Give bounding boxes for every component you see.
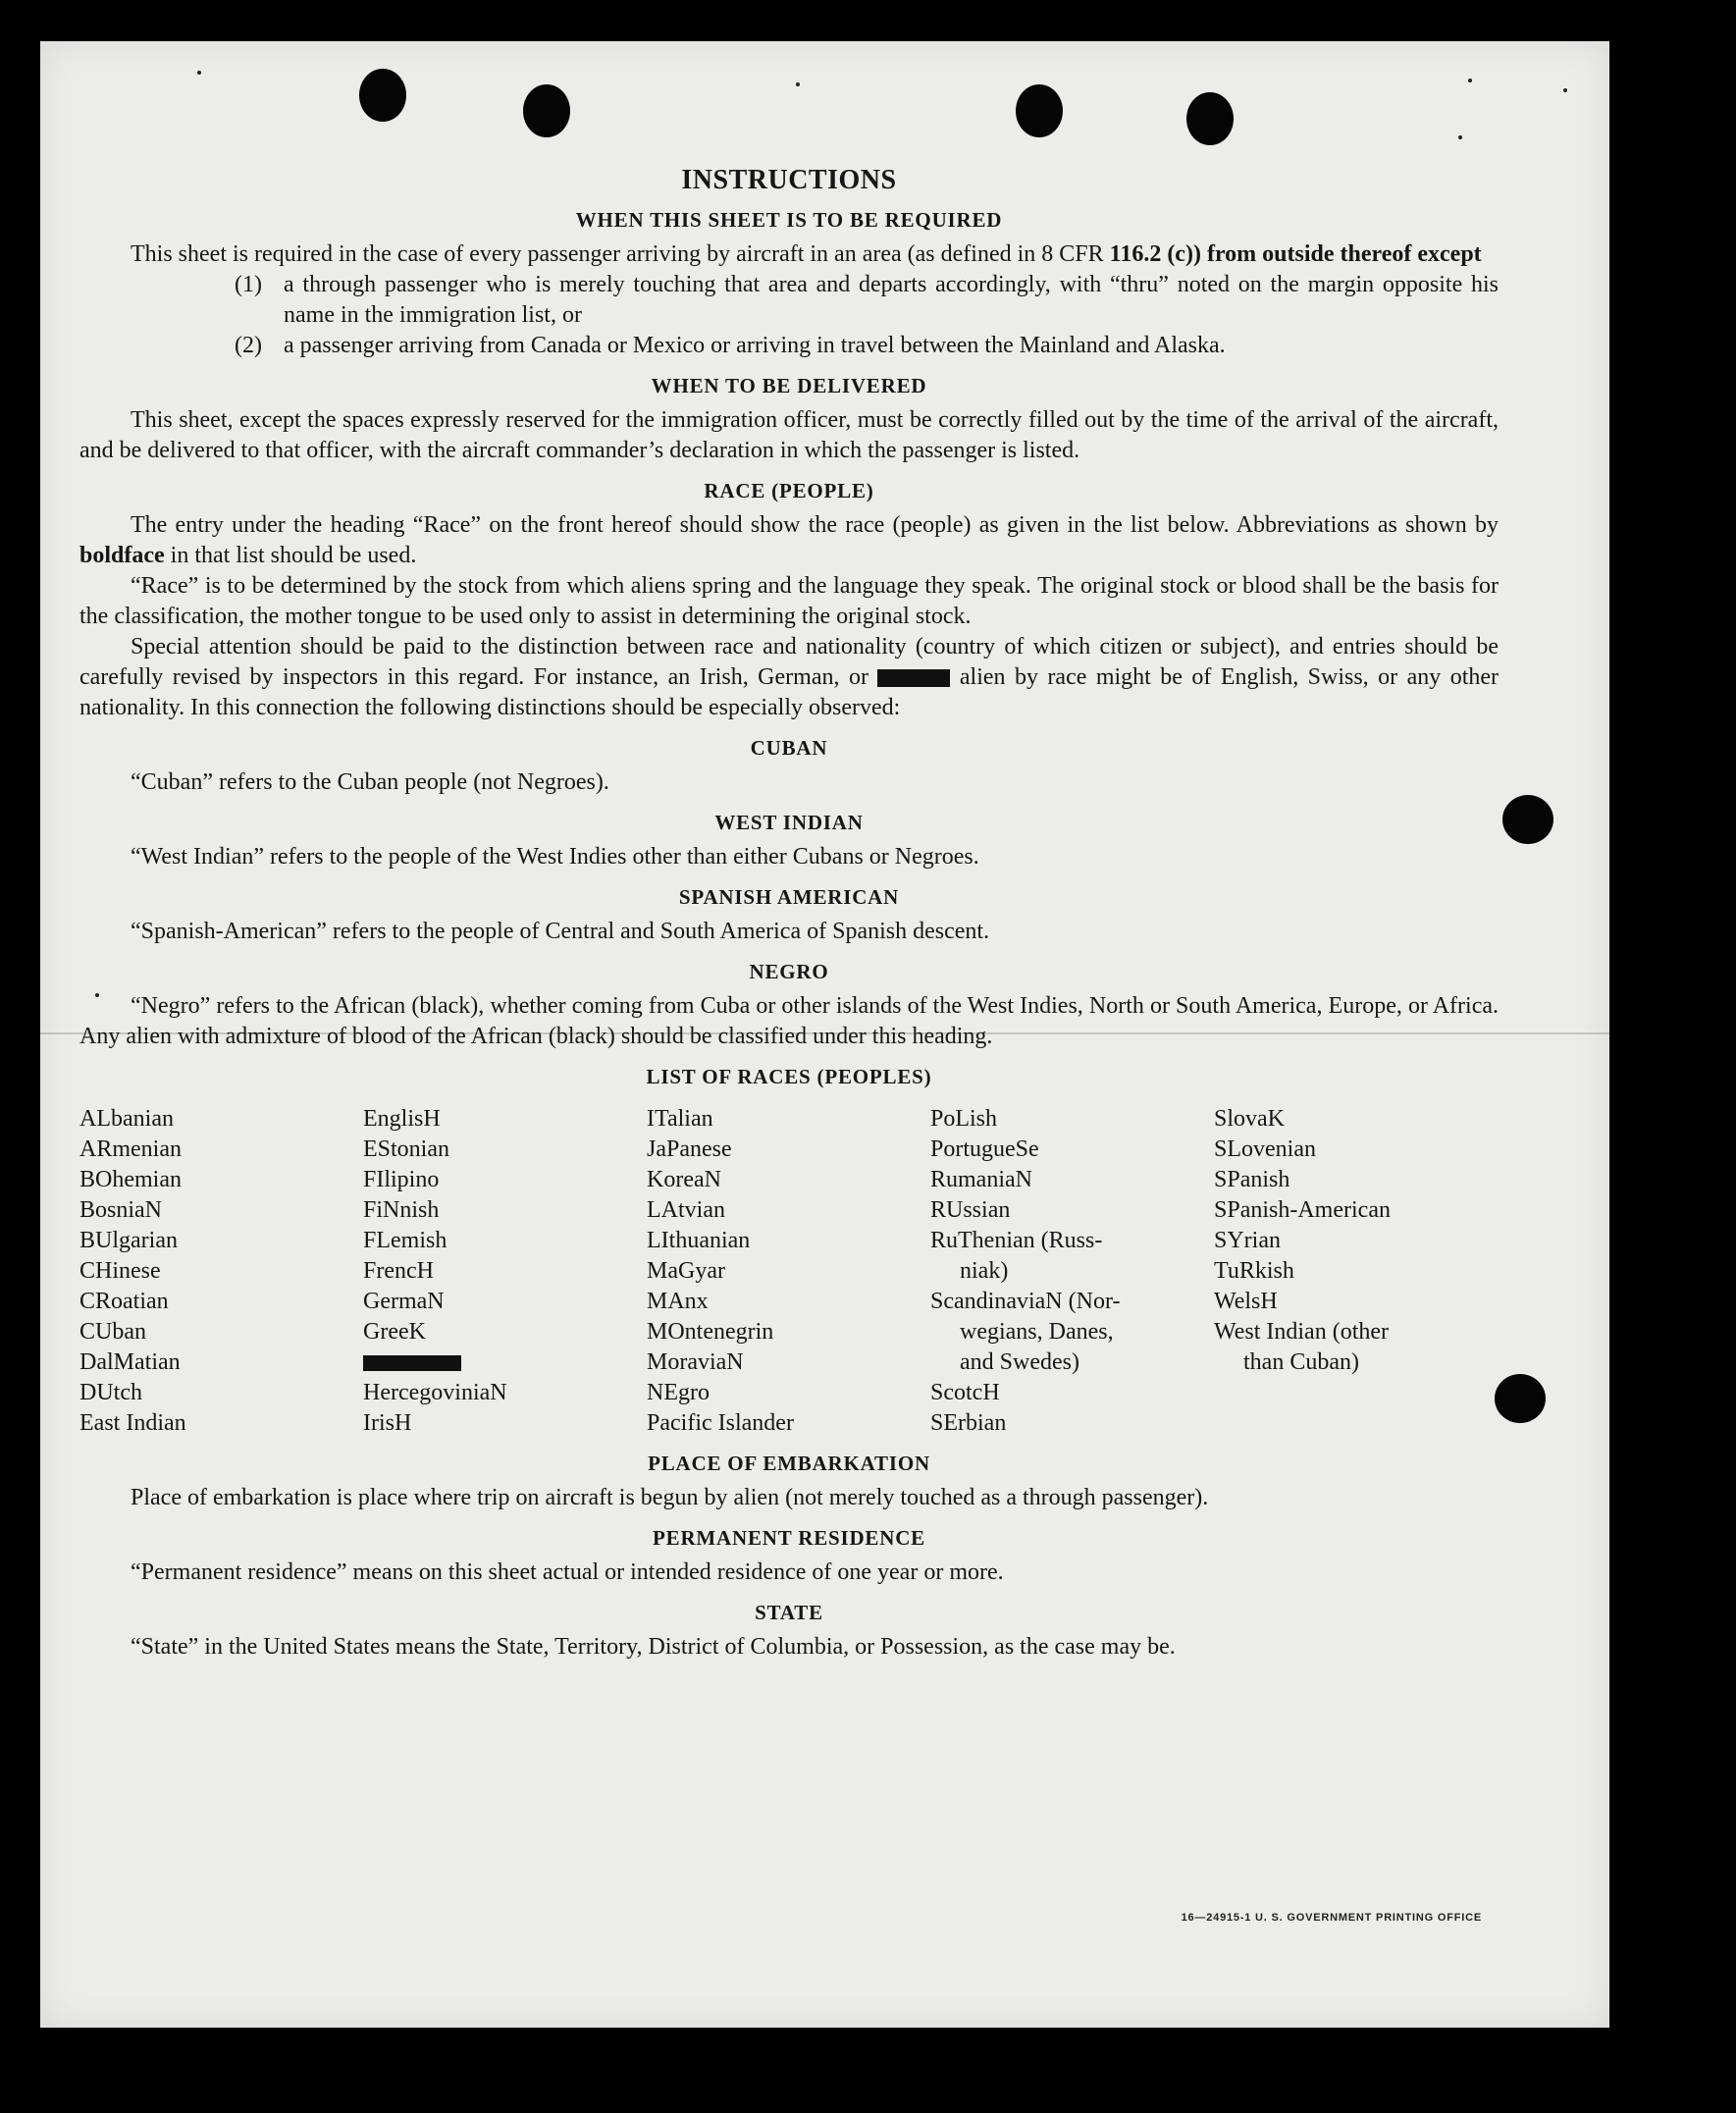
- race-p1-bold: boldface: [79, 543, 165, 568]
- race-entry: HercegoviniaN: [363, 1380, 507, 1405]
- speck: [1468, 79, 1472, 82]
- cuban-text: “Cuban” refers to the Cuban people (not Negroes).: [131, 769, 609, 795]
- heading-state: STATE: [755, 1601, 823, 1624]
- race-entry: LAtvian: [647, 1197, 725, 1223]
- speck: [1563, 88, 1567, 92]
- punch-hole: [1502, 795, 1553, 844]
- state-text: “State” in the United States means the State, Territory, District of Columbia, or Possession, as the case may be.: [131, 1634, 1176, 1660]
- race-entry: FiNnish: [363, 1197, 440, 1223]
- race-entry: ScandinaviaN (Nor-: [930, 1289, 1121, 1314]
- punch-hole: [1186, 92, 1234, 145]
- heading-race: RACE (PEOPLE): [704, 479, 874, 502]
- race-entry: BOhemian: [79, 1167, 182, 1192]
- race-entry: Pacific Islander: [647, 1410, 794, 1436]
- race-paragraph-2: “Race” is to be determined by the stock from which aliens spring and the language they speak. The original stock or blood shall be the basis for the classification, the mother tongue to be used only to assist in determining the original stock.: [79, 573, 1499, 629]
- race-p3-b: alien by race might be of English, Swiss, or any other nationality. In this connection the following distinctions should be especially observed:: [79, 664, 1499, 720]
- race-entry: SlovaK: [1214, 1106, 1285, 1132]
- heading-spanish-american: SPANISH AMERICAN: [678, 885, 900, 909]
- punch-hole: [523, 84, 570, 137]
- race-p1-b: in that list should be used.: [170, 543, 417, 568]
- race-entry: RUssian: [930, 1197, 1011, 1223]
- race-entry: DUtch: [79, 1380, 142, 1405]
- race-entry: CHinese: [79, 1258, 161, 1284]
- race-entry: RuThenian (Russ-: [930, 1228, 1103, 1253]
- race-entry: MOntenegrin: [647, 1319, 774, 1345]
- item-number: (2): [235, 333, 262, 358]
- race-entry: CRoatian: [79, 1289, 169, 1314]
- race-list: [79, 1104, 1499, 1439]
- race-entry: FrencH: [363, 1258, 434, 1284]
- race-entry: EStonian: [363, 1136, 449, 1162]
- race-entry: RumaniaN: [930, 1167, 1032, 1192]
- race-entry: SPanish-American: [1214, 1197, 1391, 1223]
- race-entry: ScotcH: [930, 1380, 1000, 1405]
- race-paragraph-1: [79, 510, 1499, 571]
- race-entry-continued: than Cuban): [1243, 1349, 1359, 1375]
- race-entry: IrisH: [363, 1410, 412, 1436]
- spanish-american-text: “Spanish-American” refers to the people of Central and South America of Spanish descent.: [131, 919, 990, 944]
- required-item-2: [79, 331, 1499, 361]
- heading-cuban: CUBAN: [750, 736, 828, 760]
- race-entry-continued: niak): [960, 1258, 1009, 1284]
- race-entry-continued: wegians, Danes,: [960, 1319, 1114, 1345]
- race-column-5: [1214, 1104, 1499, 1439]
- race-entry: JaPanese: [647, 1136, 732, 1162]
- required-intro-b: 116.2 (c)) from outside thereof: [1109, 241, 1412, 267]
- race-entry: BUlgarian: [79, 1228, 178, 1253]
- speck: [796, 82, 800, 86]
- page-title: INSTRUCTIONS: [681, 165, 897, 195]
- document-sheet: [40, 41, 1609, 2028]
- race-entry: NEgro: [647, 1380, 710, 1405]
- race-entry: WelsH: [1214, 1289, 1278, 1314]
- race-entry: BosniaN: [79, 1197, 162, 1223]
- race-p1-a: The entry under the heading “Race” on the front hereof should show the race (people) as given in the list below. Abbreviations as shown by: [131, 512, 1499, 538]
- required-except: except: [1417, 241, 1482, 267]
- punch-hole: [1016, 84, 1063, 137]
- race-entry: LIthuanian: [647, 1228, 751, 1253]
- race-entry: SErbian: [930, 1410, 1007, 1436]
- race-column-3: [647, 1104, 930, 1439]
- race-entry-continued: and Swedes): [960, 1349, 1079, 1375]
- race-entry: FIlipino: [363, 1167, 440, 1192]
- redaction-mark: [877, 669, 950, 687]
- race-entry: GreeK: [363, 1319, 426, 1345]
- race-entry: EnglisH: [363, 1106, 441, 1132]
- race-column-1: [79, 1104, 363, 1439]
- race-entry: DalMatian: [79, 1349, 181, 1375]
- residence-text: “Permanent residence” means on this sheet actual or intended residence of one year or more.: [131, 1559, 1004, 1585]
- negro-text: “Negro” refers to the African (black), whether coming from Cuba or other islands of the West Indies, North or South America, Europe, or Africa. Any alien with admixture of blood of the African (black) should be classified under this heading.: [79, 993, 1499, 1049]
- race-entry: MoraviaN: [647, 1349, 744, 1375]
- item-text: a passenger arriving from Canada or Mexico or arriving in travel between the Mainland and Alaska.: [284, 333, 1226, 358]
- west-indian-text: “West Indian” refers to the people of the West Indies other than either Cubans or Negroes.: [131, 844, 979, 870]
- item-number: (1): [235, 272, 262, 297]
- race-entry: MAnx: [647, 1289, 709, 1314]
- race-entry: CUban: [79, 1319, 146, 1345]
- race-entry: East Indian: [79, 1410, 186, 1436]
- punch-hole: [359, 69, 406, 122]
- race-entry: FLemish: [363, 1228, 447, 1253]
- race-entry: ALbanian: [79, 1106, 174, 1132]
- embarkation-text: Place of embarkation is place where trip on aircraft is begun by alien (not merely touched as a through passenger).: [131, 1485, 1209, 1510]
- heading-required: WHEN THIS SHEET IS TO BE REQUIRED: [575, 208, 1003, 232]
- race-entry-redacted: [363, 1347, 647, 1378]
- race-entry: TuRkish: [1214, 1258, 1294, 1284]
- heading-west-indian: WEST INDIAN: [714, 811, 864, 834]
- speck: [1458, 135, 1462, 139]
- race-column-2: [363, 1104, 647, 1439]
- punch-hole: [1495, 1374, 1546, 1423]
- instructions-content: [79, 165, 1499, 1663]
- race-entry: MaGyar: [647, 1258, 725, 1284]
- race-entry: KoreaN: [647, 1167, 721, 1192]
- race-p3-a: Special attention should be paid to the distinction between race and nationality (country of which citizen or subject), and entries should be carefully revised by inspectors in this regard. For instance, an Irish, German, or: [79, 634, 1499, 690]
- race-entry: PortugueSe: [930, 1136, 1039, 1162]
- heading-residence: PERMANENT RESIDENCE: [653, 1526, 925, 1550]
- race-entry: SPanish: [1214, 1167, 1290, 1192]
- race-entry: GermaN: [363, 1289, 445, 1314]
- heading-embarkation: PLACE OF EMBARKATION: [648, 1452, 930, 1475]
- race-column-4: [930, 1104, 1214, 1439]
- race-entry: West Indian (other: [1214, 1319, 1390, 1345]
- race-entry: ITalian: [647, 1106, 713, 1132]
- required-item-1: [79, 270, 1499, 331]
- item-text: a through passenger who is merely touching that area and departs accordingly, with “thru” noted on the margin opposite his name in the immigration list, or: [284, 272, 1499, 328]
- race-entry: PoLish: [930, 1106, 998, 1132]
- race-entry: SLovenian: [1214, 1136, 1316, 1162]
- heading-negro: NEGRO: [749, 960, 829, 983]
- required-intro: [79, 239, 1499, 270]
- race-paragraph-3: [79, 632, 1499, 723]
- heading-delivered: WHEN TO BE DELIVERED: [651, 374, 927, 397]
- race-entry: SYrian: [1214, 1228, 1281, 1253]
- printing-office-code: 16—24915-1 U. S. GOVERNMENT PRINTING OFFICE: [1181, 1912, 1482, 1924]
- required-intro-a: This sheet is required in the case of every passenger arriving by aircraft in an area (as defined in 8 CFR: [131, 241, 1104, 267]
- redaction-mark: [363, 1355, 461, 1371]
- race-entry: ARmenian: [79, 1136, 182, 1162]
- delivered-text: This sheet, except the spaces expressly reserved for the immigration officer, must be correctly filled out by the time of the arrival of the aircraft, and be delivered to that officer, with the aircraft commander’s declaration in which the passenger is listed.: [79, 407, 1499, 463]
- speck: [197, 71, 201, 75]
- heading-list-of-races: LIST OF RACES (PEOPLES): [646, 1065, 932, 1088]
